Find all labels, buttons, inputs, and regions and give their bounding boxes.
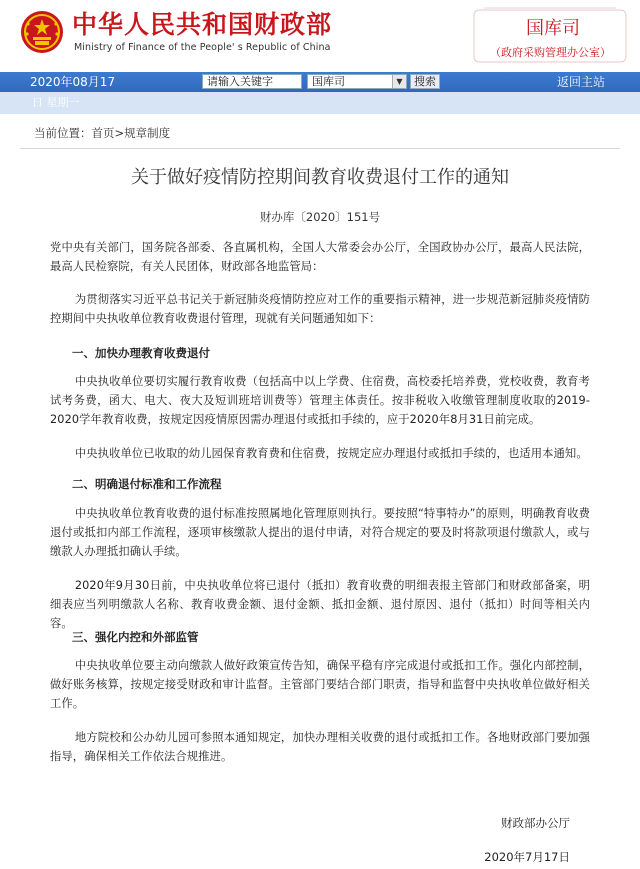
department-select[interactable] (307, 74, 407, 89)
section-2-paragraph-2: 2020年9月30日前，中央执收单位将已退付（抵扣）教育收费的明细表报主管部门和财政部备案，明细表应当列明缴款人名称、教育收费金额、退付金额、抵扣金额、退付原因、退付（抵扣）时间等相关内容。 (50, 579, 590, 630)
section-3-paragraph-2: 地方院校和公办幼儿园可参照本通知规定，加快办理相关收费的退付或抵扣工作。各地财政部门要加强指导，确保相关工作依法合规推进。 (50, 731, 590, 763)
recipients-paragraph: 党中央有关部门，国务院各部委、各直属机构，全国人大常委会办公厅，全国政协办公厅，最高人民法院，最高人民检察院，有关人民团体，财政部各地监管局： (50, 241, 590, 273)
top-nav-bar (0, 72, 640, 92)
breadcrumb (34, 126, 170, 140)
department-name: 国库司 (526, 18, 580, 39)
breadcrumb-home-link[interactable]: 首页 (91, 126, 115, 140)
department-subtitle: （政府采购管理办公室） (490, 46, 611, 59)
site-name-english: Ministry of Finance of the People' s Republic of China (74, 42, 331, 53)
signing-organization: 财政部办公厅 (501, 816, 570, 830)
search-input[interactable]: 请输入关键字 (202, 74, 302, 89)
article-panel (20, 114, 620, 869)
search-button[interactable]: 搜索 (410, 74, 440, 89)
breadcrumb-prefix: 当前位置： (34, 126, 92, 140)
chevron-down-icon[interactable]: ▼ (392, 75, 406, 88)
section-2-paragraph-1: 中央执收单位教育收费的退付标准按照属地化管理原则执行。要按照“特事特办”的原则，明确教育收费退付或抵扣内部工作流程，逐项审核缴款人提出的退付申请，对符合规定的要及时将款项退付缴款人，或与缴款人办理抵扣确认手续。 (50, 507, 590, 558)
department-select-value: 国库司 (312, 75, 345, 88)
section-3-heading: 三、强化内控和外部监管 (72, 630, 199, 644)
current-date: 2020年08月17 (30, 75, 116, 89)
site-name[interactable]: 中华人民共和国财政部 (72, 10, 333, 39)
site-header (0, 0, 640, 72)
return-home-link[interactable]: 返回主站 (557, 75, 606, 89)
section-1-paragraph-1: 中央执收单位要切实履行教育收费（包括高中以上学费、住宿费，高校委托培养费，党校收费，教育考试考务费，函大、电大、夜大及短训班培训费等）管理主体责任。按非税收入收缴管理制度收取的2019-2020学年教育收费，按规定因疫情原因需办理退付或抵扣手续的，应于2020年8月31日前完成。 (50, 375, 590, 426)
document-number: 财办库〔2020〕151号 (259, 210, 381, 224)
intro-paragraph: 为贯彻落实习近平总书记关于新冠肺炎疫情防控应对工作的重要指示精神，进一步规范新冠肺炎疫情防控期间中央执收单位教育收费退付管理，现就有关问题通知如下： (50, 293, 590, 325)
section-3-paragraph-1: 中央执收单位要主动向缴款人做好政策宣传告知，确保平稳有序完成退付或抵扣工作。强化内部控制，做好账务核算，按规定接受财政和审计监督。主管部门要结合部门职责，指导和监督中央执收单位做好相关工作。 (50, 659, 590, 710)
national-emblem-icon (20, 10, 64, 54)
weekday-strip (0, 92, 640, 114)
section-1-heading: 一、加快办理教育收费退付 (72, 346, 210, 360)
breadcrumb-divider (20, 148, 620, 149)
breadcrumb-separator: > (114, 126, 125, 140)
breadcrumb-current-link[interactable]: 规章制度 (124, 126, 171, 140)
article-title: 关于做好疫情防控期间教育收费退付工作的通知 (131, 167, 509, 188)
section-1-paragraph-2: 中央执收单位已收取的幼儿园保育教育费和住宿费，按规定应办理退付或抵扣手续的，也适用本通知。 (74, 447, 588, 460)
weekday-label: 日 星期一 (32, 96, 80, 109)
section-2-heading: 二、明确退付标准和工作流程 (72, 477, 222, 491)
signing-date: 2020年7月17日 (484, 850, 570, 864)
